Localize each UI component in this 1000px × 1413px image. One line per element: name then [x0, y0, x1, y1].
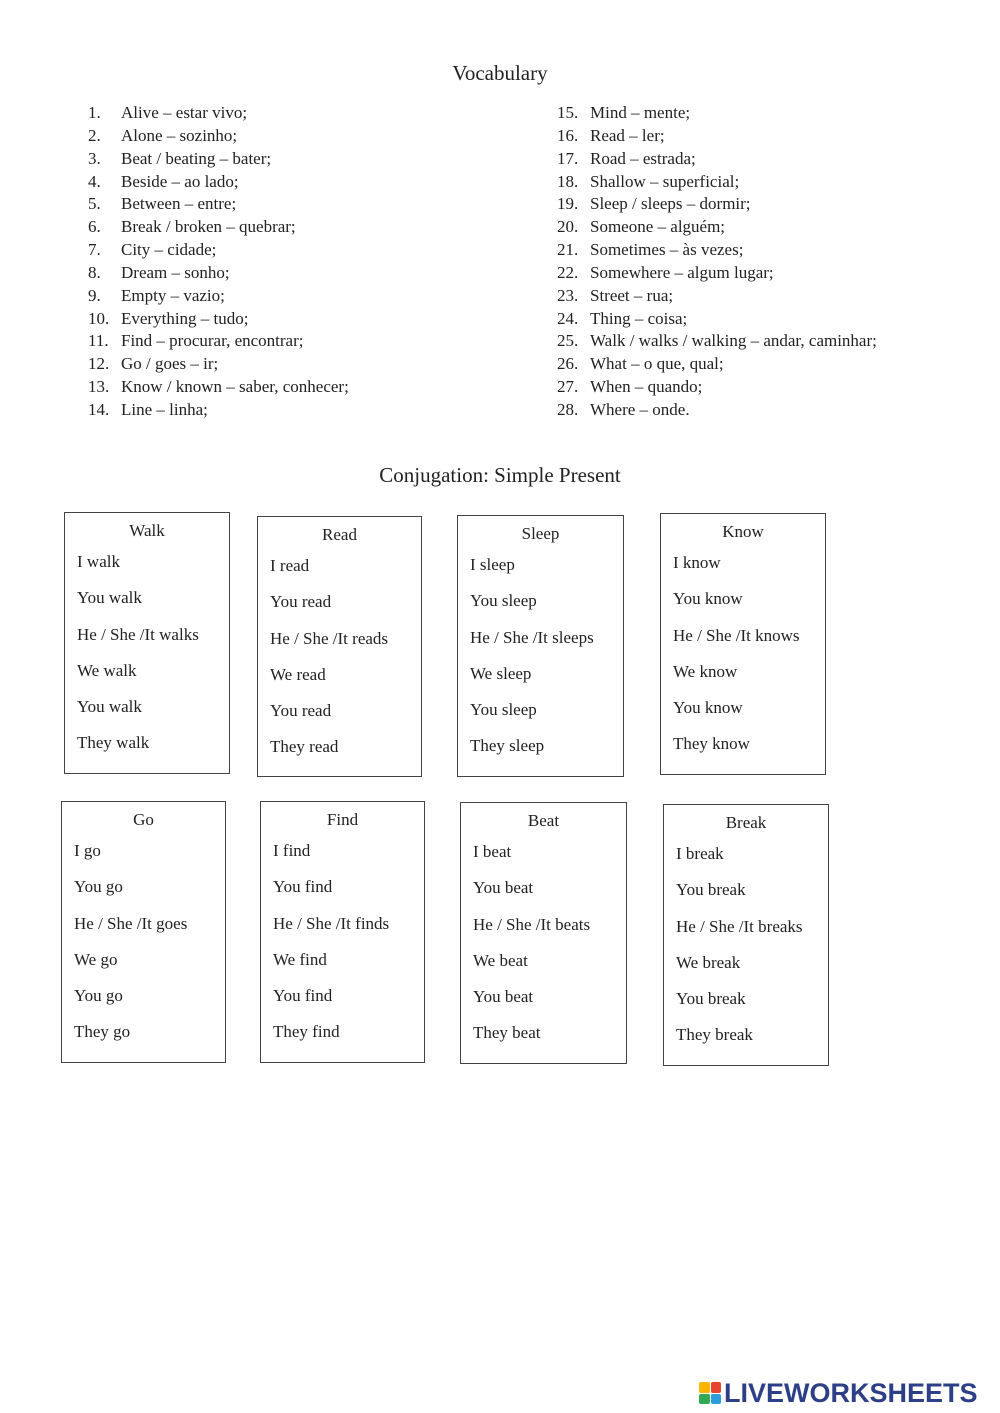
- verb-forms: [258, 555, 421, 773]
- verb-form: I sleep: [470, 555, 515, 574]
- verb-form: He / She /It goes: [74, 913, 188, 933]
- verb-heading: Break: [725, 813, 767, 832]
- verb-form: You walk: [77, 697, 142, 717]
- verb-form: He / She /It beats: [473, 914, 591, 934]
- vocab-text: Somewhere – algum lugar;: [590, 262, 774, 282]
- verb-form: We read: [270, 664, 326, 684]
- verb-heading: Beat: [527, 811, 560, 830]
- verb-form: You go: [74, 986, 123, 1006]
- vocab-text: Street – rua;: [590, 285, 674, 305]
- verb-form: You beat: [473, 987, 534, 1007]
- vocab-item: [557, 376, 877, 399]
- verb-heading: Sleep: [521, 524, 560, 543]
- vocab-number: 28.: [557, 399, 579, 419]
- verb-form: They read: [270, 737, 339, 757]
- verb-form: He / She /It sleeps: [470, 627, 594, 647]
- vocab-number: 20.: [557, 217, 579, 237]
- vocab-text: City – cidade;: [121, 240, 217, 260]
- vocab-item: [557, 171, 877, 194]
- verb-form: We break: [676, 952, 741, 972]
- verb-box-know: [660, 513, 826, 775]
- vocab-item: [88, 148, 349, 171]
- vocab-number: 15.: [557, 103, 579, 122]
- verb-form: They beat: [473, 1023, 541, 1043]
- vocab-item: [88, 216, 349, 239]
- verb-box-beat: [460, 802, 627, 1064]
- verb-form: You beat: [473, 878, 534, 898]
- vocab-number: 17.: [557, 148, 579, 168]
- vocab-item: [557, 193, 877, 216]
- conjugation-title: Conjugation: Simple Present: [379, 463, 621, 487]
- vocab-text: Road – estrada;: [590, 148, 696, 168]
- vocab-number: 11.: [88, 331, 109, 351]
- vocab-text: Walk / walks / walking – andar, caminhar;: [590, 331, 877, 351]
- vocab-number: 4.: [88, 171, 101, 191]
- verb-form: You break: [676, 880, 746, 900]
- vocab-text: Everything – tudo;: [121, 308, 249, 328]
- verb-form: You find: [273, 986, 333, 1006]
- vocab-number: 10.: [88, 308, 110, 328]
- vocab-item: [557, 125, 877, 148]
- vocab-number: 12.: [88, 354, 110, 374]
- verb-form: You go: [74, 877, 123, 897]
- verb-form: You sleep: [470, 591, 537, 611]
- vocab-item: [88, 353, 349, 376]
- vocab-item: [88, 399, 349, 422]
- verb-form: I beat: [473, 842, 512, 861]
- verb-form: We walk: [77, 660, 137, 680]
- verb-form: I walk: [77, 552, 120, 571]
- vocab-item: [557, 102, 877, 125]
- vocabulary-list-left: [88, 102, 349, 422]
- vocab-number: 1.: [88, 103, 101, 122]
- verb-heading: Find: [326, 810, 359, 829]
- vocab-item: [557, 239, 877, 262]
- vocab-text: Break / broken – quebrar;: [121, 217, 296, 237]
- vocab-number: 18.: [557, 171, 579, 191]
- vocabulary-list-right: [557, 102, 877, 422]
- vocab-item: [88, 285, 349, 308]
- vocab-text: Between – entre;: [121, 194, 237, 214]
- verb-heading: Go: [133, 810, 154, 829]
- vocab-text: Thing – coisa;: [590, 308, 688, 328]
- vocab-item: [88, 308, 349, 331]
- verb-form: You sleep: [470, 700, 537, 720]
- vocab-number: 19.: [557, 194, 579, 214]
- vocab-number: 2.: [88, 125, 101, 145]
- verb-form: He / She /It knows: [673, 625, 800, 645]
- vocab-text: Where – onde.: [590, 399, 690, 419]
- vocab-item: [557, 262, 877, 285]
- vocab-text: When – quando;: [590, 377, 703, 397]
- vocab-item: [557, 216, 877, 239]
- vocab-text: Empty – vazio;: [121, 285, 225, 305]
- verb-form: I go: [74, 841, 101, 860]
- verb-form: He / She /It finds: [273, 913, 390, 933]
- vocab-text: Shallow – superficial;: [590, 171, 740, 191]
- vocab-item: [557, 399, 877, 422]
- verb-form: We beat: [473, 950, 528, 970]
- verb-heading: Read: [322, 525, 357, 544]
- vocab-item: [557, 285, 877, 308]
- verb-forms: [458, 554, 623, 772]
- vocab-item: [88, 262, 349, 285]
- vocab-number: 8.: [88, 262, 101, 282]
- verb-form: I break: [676, 844, 724, 863]
- verb-form: He / She /It breaks: [676, 916, 803, 936]
- verb-form: They break: [676, 1025, 753, 1045]
- verb-form: I read: [270, 556, 310, 575]
- vocab-number: 6.: [88, 217, 101, 237]
- verb-form: He / She /It reads: [270, 628, 389, 648]
- verb-form: He / She /It walks: [77, 624, 199, 644]
- vocab-item: [557, 353, 877, 376]
- vocab-number: 22.: [557, 262, 579, 282]
- vocab-number: 16.: [557, 125, 579, 145]
- verb-box-sleep: [457, 515, 624, 777]
- verb-form: I find: [273, 841, 311, 860]
- vocab-number: 3.: [88, 148, 101, 168]
- liveworksheets-logo-icon: [699, 1382, 721, 1404]
- vocab-text: What – o que, qual;: [590, 354, 724, 374]
- verb-form: They sleep: [470, 736, 545, 756]
- verb-form: They know: [673, 734, 750, 754]
- vocab-item: [88, 330, 349, 353]
- verb-box-read: [257, 516, 422, 777]
- vocab-item: [557, 330, 877, 353]
- verb-box-go: [61, 801, 226, 1063]
- vocabulary-title: Vocabulary: [452, 61, 548, 85]
- verb-box-walk: [64, 512, 230, 774]
- verb-form: We find: [273, 949, 327, 969]
- verb-forms: [664, 843, 828, 1061]
- vocab-item: [88, 125, 349, 148]
- verb-form: We go: [74, 949, 118, 969]
- verb-forms: [261, 840, 424, 1058]
- verb-form: We know: [673, 661, 738, 681]
- verb-box-break: [663, 804, 829, 1066]
- verb-form: We sleep: [470, 663, 532, 683]
- vocab-text: Dream – sonho;: [121, 262, 230, 282]
- verb-form: They go: [74, 1022, 131, 1042]
- verb-forms: [661, 552, 825, 770]
- verb-form: You walk: [77, 588, 142, 608]
- vocab-item: [88, 102, 349, 125]
- verb-form: They walk: [77, 733, 150, 753]
- vocab-number: 21.: [557, 240, 579, 260]
- verb-form: You read: [270, 592, 332, 612]
- verb-heading: Know: [722, 522, 764, 541]
- verb-form: You know: [673, 698, 743, 718]
- verb-forms: [461, 841, 626, 1059]
- vocab-text: Line – linha;: [121, 399, 208, 419]
- vocab-number: 7.: [88, 240, 101, 260]
- vocab-number: 25.: [557, 331, 579, 351]
- vocab-number: 9.: [88, 285, 101, 305]
- verb-heading: Walk: [129, 521, 165, 540]
- vocab-text: Beside – ao lado;: [121, 171, 239, 191]
- vocab-number: 14.: [88, 399, 110, 419]
- verb-form: You know: [673, 589, 743, 609]
- vocab-text: Go / goes – ir;: [121, 354, 219, 374]
- vocab-text: Alone – sozinho;: [121, 125, 238, 145]
- vocab-number: 13.: [88, 377, 110, 397]
- verb-form: You read: [270, 701, 332, 721]
- vocab-item: [88, 239, 349, 262]
- vocab-number: 24.: [557, 308, 579, 328]
- vocab-text: Alive – estar vivo;: [121, 103, 248, 122]
- vocab-number: 5.: [88, 194, 101, 214]
- liveworksheets-brand: [699, 1377, 978, 1408]
- vocab-number: 23.: [557, 285, 579, 305]
- vocab-number: 26.: [557, 354, 579, 374]
- verb-box-find: [260, 801, 425, 1063]
- vocab-text: Mind – mente;: [590, 103, 691, 122]
- vocab-text: Someone – alguém;: [590, 217, 726, 237]
- vocab-text: Read – ler;: [590, 125, 665, 145]
- verb-form: They find: [273, 1022, 340, 1042]
- vocab-text: Beat / beating – bater;: [121, 148, 272, 168]
- vocab-number: 27.: [557, 377, 579, 397]
- vocab-text: Sometimes – às vezes;: [590, 240, 744, 260]
- vocab-text: Sleep / sleeps – dormir;: [590, 194, 751, 214]
- verb-form: I know: [673, 553, 721, 572]
- vocab-item: [88, 376, 349, 399]
- vocab-text: Find – procurar, encontrar;: [121, 331, 304, 351]
- verb-forms: [65, 551, 229, 769]
- brand-wordmark: LIVEWORKSHEETS: [724, 1377, 978, 1408]
- verb-form: You find: [273, 877, 333, 897]
- verb-form: You break: [676, 989, 746, 1009]
- verb-forms: [62, 840, 225, 1058]
- vocab-text: Know / known – saber, conhecer;: [121, 377, 349, 397]
- vocab-item: [557, 308, 877, 331]
- vocab-item: [88, 171, 349, 194]
- vocab-item: [88, 193, 349, 216]
- vocab-item: [557, 148, 877, 171]
